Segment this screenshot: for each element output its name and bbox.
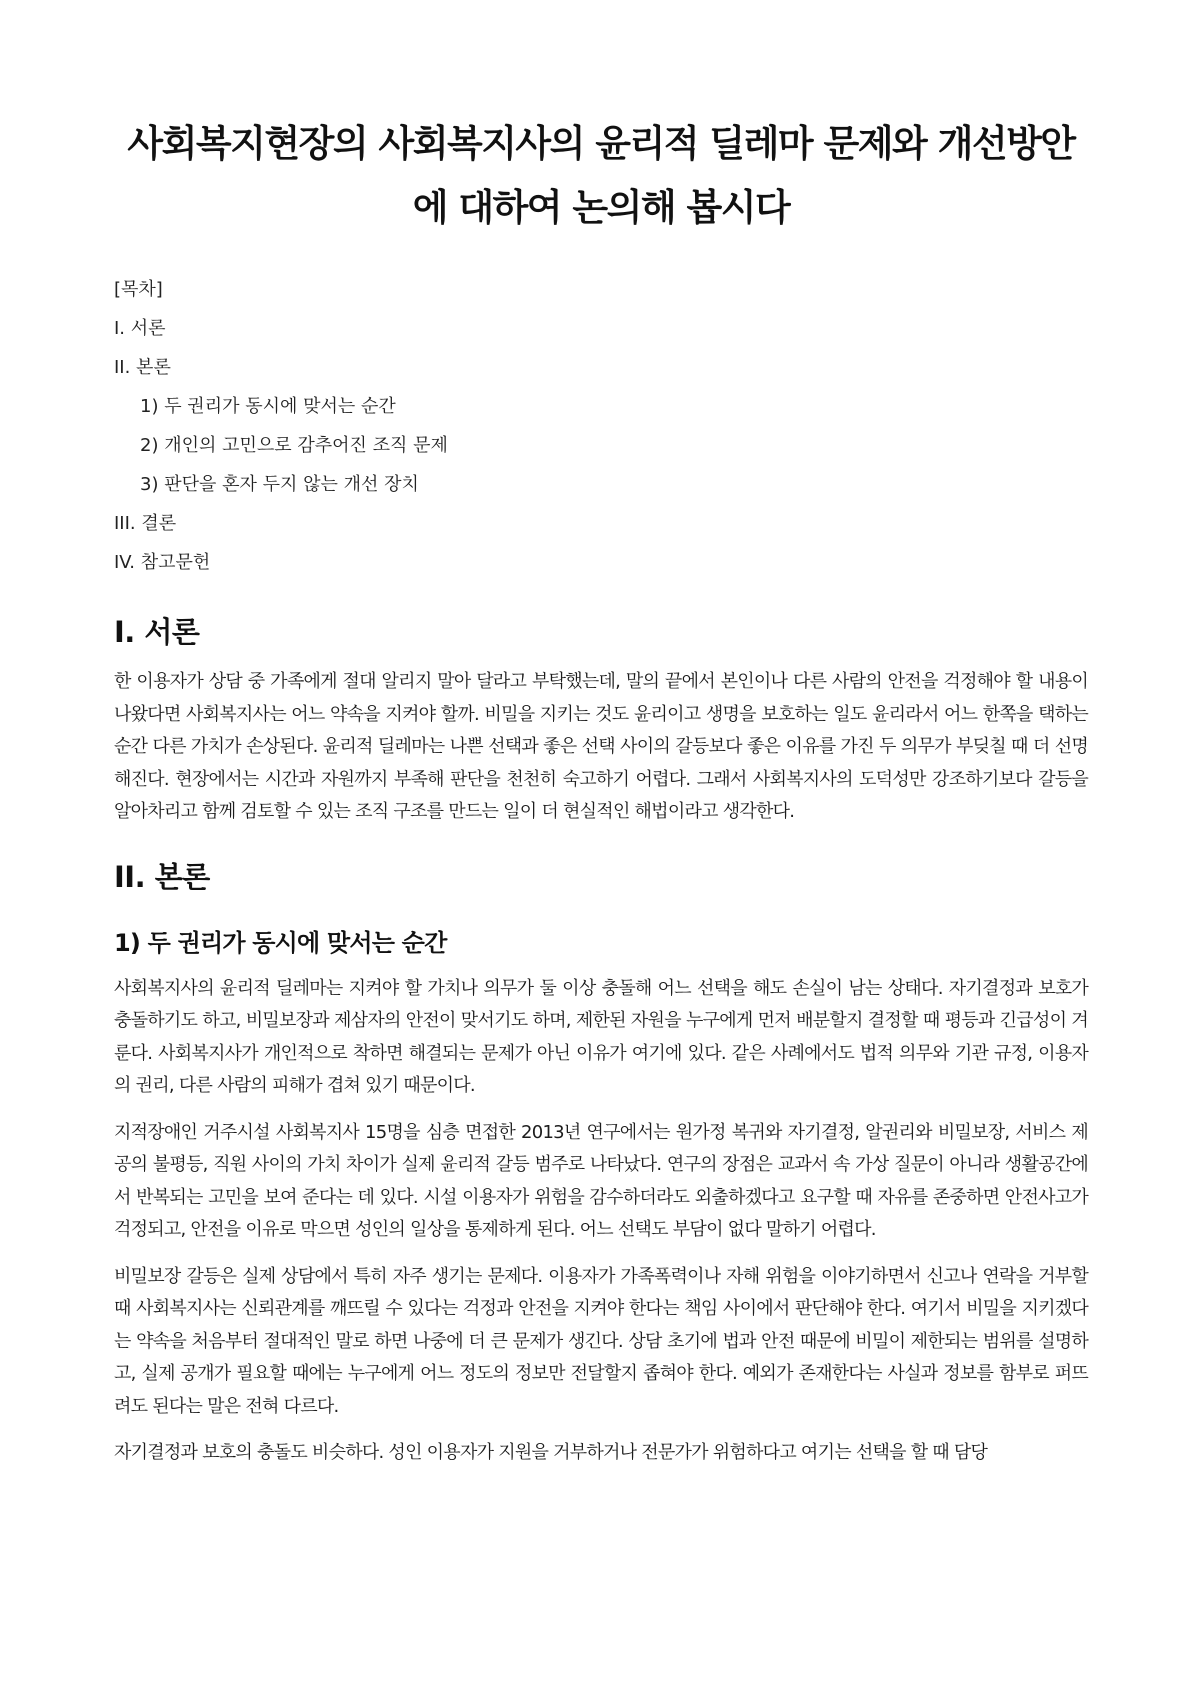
toc-subitem: 2) 개인의 고민으로 감추어진 조직 문제 [140, 435, 448, 456]
document-title: 사회복지현장의 사회복지사의 윤리적 딜레마 문제와 개선방안에 대하여 논의해 봅시다 [127, 122, 1075, 229]
toc-item: III. 결론 [114, 513, 177, 534]
body-heading: II. 본론 [114, 859, 210, 894]
toc-item: IV. 참고문헌 [114, 552, 211, 573]
intro-section [114, 612, 1088, 829]
toc-subitem: 1) 두 권리가 동시에 맞서는 순간 [140, 396, 396, 417]
toc-subitem: 3) 판단을 혼자 두지 않는 개선 장치 [140, 474, 419, 495]
body-paragraph: 자기결정과 보호의 충돌도 비슷하다. 성인 이용자가 지원을 거부하거나 전문가가 위험하다고 여기는 선택을 할 때 담당 [114, 1442, 988, 1463]
body-paragraph: 사회복지사의 윤리적 딜레마는 지켜야 할 가치나 의무가 둘 이상 충돌해 어느 선택을 해도 손실이 남는 상태다. 자기결정과 보호가 충돌하기도 하고, 비밀보장과 제삼자의 안전이 맞서기도 하며, 제한된 자원을 누구에게 먼저 배분할지 결정할 때 평등과 긴급성이 겨룬다. 사회복지사가 개인적으로 착하면 해결되는 문제가 아닌 이유가 여기에 있다. 같은 사례에서도 법적 의무와 기관 규정, 이용자의 권리, 다른 사람의 피해가 겹쳐 있기 때문이다. [114, 977, 1088, 1096]
intro-heading: I. 서론 [114, 615, 200, 649]
toc-item: I. 서론 [114, 318, 166, 339]
table-of-contents [114, 270, 1088, 582]
body-paragraph: 지적장애인 거주시설 사회복지사 15명을 심층 면접한 2013년 연구에서는 원가정 복귀와 자기결정, 알권리와 비밀보장, 서비스 제공의 불평등, 직원 사이의 가치 차이가 실제 윤리적 갈등 범주로 나타났다. 연구의 장점은 교과서 속 가상 질문이 아니라 생활공간에서 반복되는 고민을 보여 준다는 데 있다. 시설 이용자가 위험을 감수하더라도 외출하겠다고 요구할 때 자유를 존중하면 안전사고가 걱정되고, 안전을 이유로 막으면 성인의 일상을 통제하게 된다. 어느 선택도 부담이 없다 말하기 어렵다. [114, 1121, 1088, 1240]
subsection-heading: 1) 두 권리가 동시에 맞서는 순간 [114, 928, 447, 957]
body-section [114, 857, 1088, 1470]
subsection-1 [114, 925, 1088, 1470]
body-paragraph: 비밀보장 갈등은 실제 상담에서 특히 자주 생기는 문제다. 이용자가 가족폭력이나 자해 위험을 이야기하면서 신고나 연락을 거부할 때 사회복지사는 신뢰관계를 깨뜨릴 수 있다는 걱정과 안전을 지켜야 한다는 책임 사이에서 판단해야 한다. 여기서 비밀을 지키겠다는 약속을 처음부터 절대적인 말로 하면 나중에 더 큰 문제가 생긴다. 상담 초기에 법과 안전 때문에 비밀이 제한되는 범위를 설명하고, 실제 공개가 필요할 때에는 누구에게 어느 정도의 정보만 전달할지 좁혀야 한다. 예외가 존재한다는 사실과 정보를 함부로 퍼뜨려도 된다는 말은 전혀 다르다. [114, 1265, 1088, 1417]
toc-heading: [목차] [114, 279, 163, 300]
intro-paragraph: 한 이용자가 상담 중 가족에게 절대 알리지 말아 달라고 부탁했는데, 말의 끝에서 본인이나 다른 사람의 안전을 걱정해야 할 내용이 나왔다면 사회복지사는 어느 약속을 지켜야 할까. 비밀을 지키는 것도 윤리이고 생명을 보호하는 일도 윤리라서 어느 한쪽을 택하는 순간 다른 가치가 손상된다. 윤리적 딜레마는 나쁜 선택과 좋은 선택 사이의 갈등보다 좋은 이유를 가진 두 의무가 부딪칠 때 더 선명해진다. 현장에서는 시간과 자원까지 부족해 판단을 천천히 숙고하기 어렵다. 그래서 사회복지사의 도덕성만 강조하기보다 갈등을 알아차리고 함께 검토할 수 있는 조직 구조를 만드는 일이 더 현실적인 해법이라고 생각한다. [114, 671, 1088, 822]
toc-item: II. 본론 [114, 357, 171, 378]
